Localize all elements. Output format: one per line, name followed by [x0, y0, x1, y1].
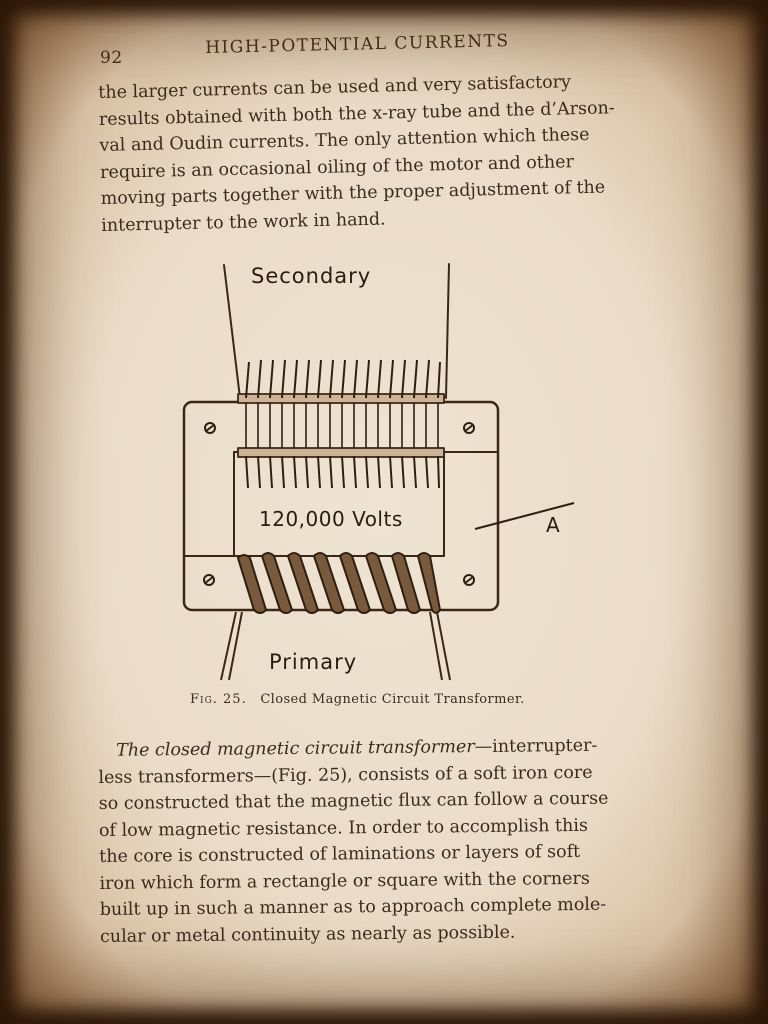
label-a: A — [546, 513, 560, 537]
text-line: iron which form a rectangle or square with the corners — [99, 868, 590, 894]
text-run: —interrupter- — [474, 735, 598, 758]
primary-lead-right — [430, 612, 442, 680]
caption-number: Fig. 25. — [190, 692, 247, 707]
text-line: interrupter to the work in hand. — [101, 209, 386, 236]
secondary-band-bottom — [238, 448, 444, 457]
primary-turn — [392, 553, 420, 613]
primary-turn — [314, 553, 344, 613]
text-line: built up in such a manner as to approach complete mole- — [99, 894, 607, 920]
label-secondary: Secondary — [251, 264, 372, 288]
primary-turn — [288, 553, 318, 613]
primary-turn — [262, 553, 292, 613]
primary-turn — [418, 553, 440, 613]
core-window — [234, 452, 444, 556]
primary-lead-left — [221, 612, 236, 680]
figure-caption — [190, 692, 525, 707]
secondary-band-top — [238, 394, 444, 403]
primary-turn — [340, 553, 370, 613]
primary-turn — [366, 553, 396, 613]
secondary-winding — [246, 360, 440, 488]
label-voltage: 120,000 Volts — [259, 507, 403, 531]
text-line: less transformers—(Fig. 25), consists of a soft iron core — [98, 762, 593, 788]
label-primary: Primary — [269, 650, 358, 674]
text-line: the larger currents can be used and very satisfactory — [98, 72, 572, 103]
iron-core-frame — [184, 402, 498, 610]
italic-term: The closed magnetic circuit transformer — [116, 737, 475, 761]
primary-turn — [238, 555, 266, 613]
primary-winding — [238, 553, 440, 613]
caption-text: Closed Magnetic Circuit Transformer. — [260, 692, 525, 707]
text-line: moving parts together with the proper adjustment of the — [100, 177, 606, 209]
text-line: val and Oudin currents. The only attention which these — [99, 124, 590, 156]
text-line: so constructed that the magnetic flux can follow a course — [98, 788, 609, 814]
running-head: HIGH-POTENTIAL CURRENTS — [205, 31, 510, 58]
text-line: of low magnetic resistance. In order to accomplish this — [98, 815, 588, 841]
secondary-lead-right — [446, 264, 449, 398]
paragraph-bottom — [98, 732, 670, 950]
secondary-wire-bundle — [246, 403, 438, 448]
text-line: require is an occasional oiling of the motor and other — [99, 151, 575, 183]
text-line: the core is constructed of laminations or layers of soft — [99, 841, 581, 867]
page-number: 92 — [100, 48, 123, 68]
text-line: results obtained with both the x-ray tube and the d’Arson- — [98, 97, 615, 130]
secondary-lead-left — [224, 265, 240, 398]
text-line: cular or metal continuity as nearly as possible. — [99, 922, 516, 947]
